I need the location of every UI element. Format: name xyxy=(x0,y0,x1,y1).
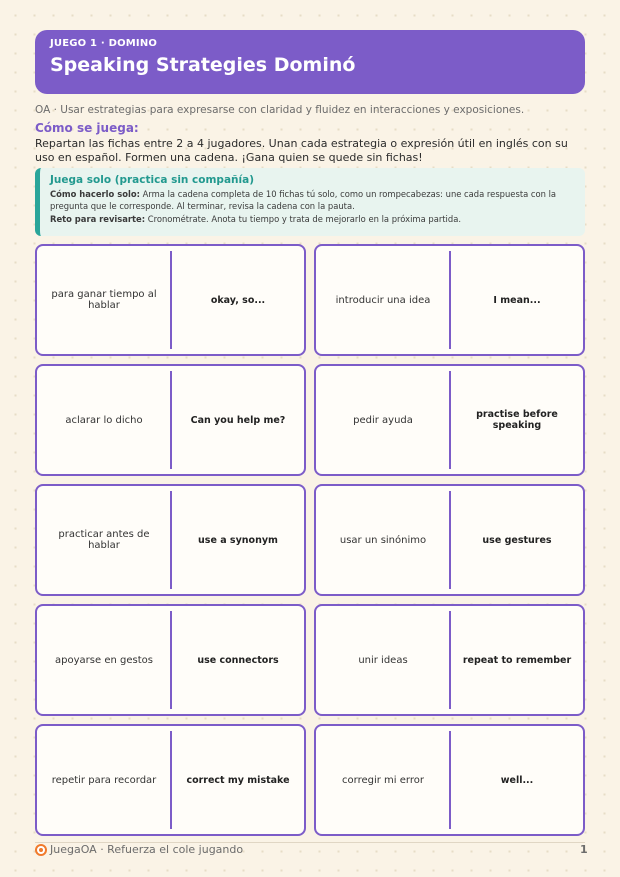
game-header xyxy=(35,30,585,94)
domino-tile xyxy=(35,364,306,476)
tile-spanish-use: practicar antes de hablar xyxy=(58,529,150,551)
tile-english-strategy: well... xyxy=(500,774,534,786)
solo-how-label: Cómo hacerlo solo: xyxy=(50,189,140,199)
brand-logo-icon xyxy=(35,844,47,856)
domino-tile xyxy=(314,364,585,476)
tile-spanish-use: apoyarse en gestos xyxy=(55,654,153,666)
tile-english-strategy: use connectors xyxy=(197,654,279,666)
solo-practice-box xyxy=(35,168,585,236)
tile-spanish-use: aclarar lo dicho xyxy=(65,414,143,426)
tile-english-strategy: use gestures xyxy=(482,534,552,546)
tile-spanish-use: unir ideas xyxy=(358,654,408,666)
tile-spanish-use: introducir una idea xyxy=(335,294,431,306)
solo-heading: Juega solo (practica sin compañía) xyxy=(50,174,254,186)
howto-text: Repartan las fichas entre 2 a 4 jugadores. Unan cada estrategia o expresión útil en inglés con su uso en español. Formen una cadena. ¡Gana quien se quede sin fichas! xyxy=(35,137,568,164)
domino-tile xyxy=(314,244,585,356)
domino-tile xyxy=(314,724,585,836)
tile-spanish-use: pedir ayuda xyxy=(353,414,413,426)
tile-spanish-use: corregir mi error xyxy=(342,774,424,786)
solo-how-text: Arma la cadena completa de 10 fichas tú solo, como un rompecabezas: une cada respuesta con la pregunta que le corresponde. Al terminar, revisa la cadena con la pauta. xyxy=(50,189,557,211)
solo-challenge-text: Cronométrate. Anota tu tiempo y trata de mejorarlo en la próxima partida. xyxy=(147,214,461,224)
domino-tile xyxy=(314,484,585,596)
tile-spanish-use: repetir para recordar xyxy=(51,774,157,786)
domino-tile xyxy=(35,604,306,716)
tile-english-strategy: use a synonym xyxy=(198,534,278,546)
page-number: 1 xyxy=(580,843,588,856)
tile-english-strategy: repeat to remember xyxy=(462,654,572,666)
tile-spanish-use: para ganar tiempo al hablar xyxy=(51,289,157,311)
tile-english-strategy: Can you help me? xyxy=(190,414,286,426)
tile-english-strategy: correct my mistake xyxy=(186,774,290,786)
solo-challenge-label: Reto para revisarte: xyxy=(50,214,146,224)
domino-tile xyxy=(35,244,306,356)
tile-english-strategy: practise before speaking xyxy=(476,409,558,431)
learning-objective: OA · Usar estrategias para expresarse con claridad y fluidez en interacciones y exposiciones. xyxy=(35,104,525,116)
game-kicker: JUEGO 1 · DOMINO xyxy=(50,38,158,49)
page-title: Speaking Strategies Dominó xyxy=(50,54,356,76)
domino-tile xyxy=(35,724,306,836)
tile-english-strategy: I mean... xyxy=(493,294,541,306)
howto-heading: Cómo se juega: xyxy=(35,121,139,135)
tile-spanish-use: usar un sinónimo xyxy=(339,534,427,546)
tile-english-strategy: okay, so... xyxy=(210,294,266,306)
domino-tile xyxy=(314,604,585,716)
solo-challenge xyxy=(50,214,575,226)
domino-tile xyxy=(35,484,306,596)
footer-brand: JuegaOA · Refuerza el cole jugando xyxy=(50,843,244,856)
solo-how xyxy=(50,189,575,212)
